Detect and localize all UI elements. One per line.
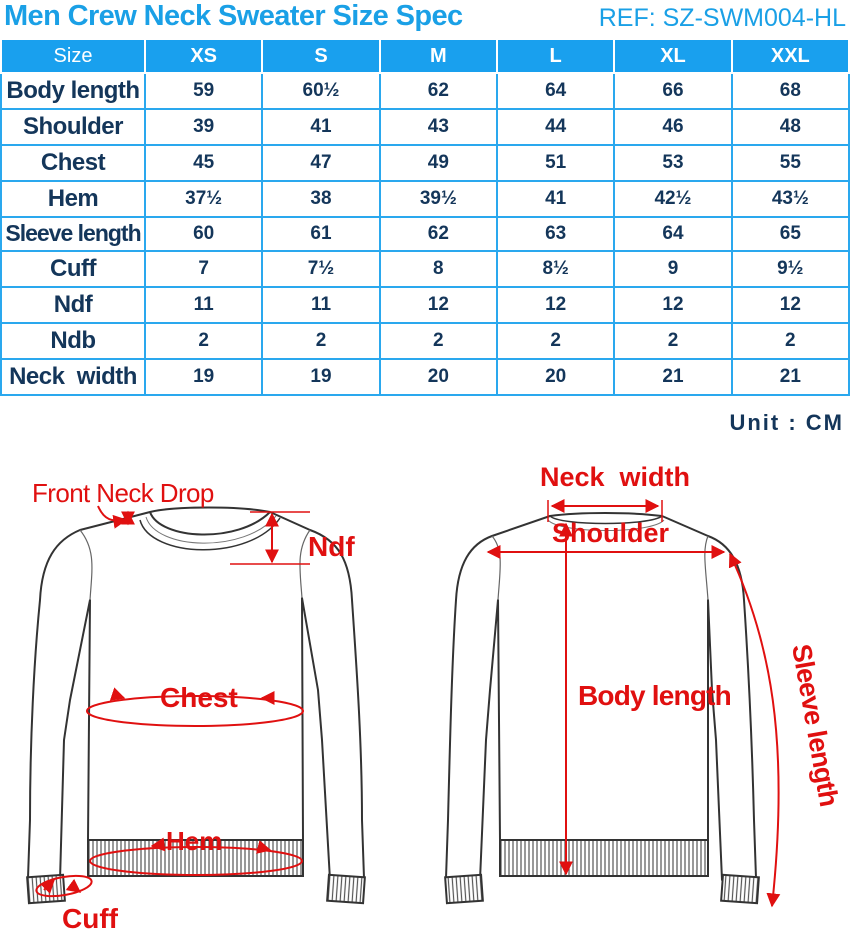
table-cell: 60½ (262, 73, 379, 109)
table-header-row (1, 39, 849, 73)
front-right-cuff (327, 875, 365, 903)
table-cell: 60 (145, 217, 262, 252)
label-chest: Chest (160, 682, 238, 713)
table-cell: 21 (614, 359, 731, 395)
table-cell: 43 (380, 109, 497, 145)
table-cell: 8 (380, 251, 497, 287)
table-cell: 8½ (497, 251, 614, 287)
table-row (1, 323, 849, 359)
table-cell: 2 (380, 323, 497, 359)
table-cell: 12 (380, 287, 497, 323)
table-cell: 53 (614, 145, 731, 181)
table-cell: 43½ (732, 181, 849, 217)
table-cell: 39½ (380, 181, 497, 217)
table-cell: 12 (732, 287, 849, 323)
row-label: Ndf (1, 287, 145, 323)
row-label: Sleeve length (1, 217, 145, 252)
table-cell: 41 (262, 109, 379, 145)
table-cell: 38 (262, 181, 379, 217)
label-neck-width: Neck width (540, 462, 691, 492)
unit-label: Unit : CM (729, 410, 844, 435)
table-row (1, 181, 849, 217)
table-cell: 9½ (732, 251, 849, 287)
table-row (1, 287, 849, 323)
row-label: Shoulder (1, 109, 145, 145)
table-cell: 63 (497, 217, 614, 252)
label-sleeve-length: Sleeve length (786, 641, 845, 809)
row-label: Chest (1, 145, 145, 181)
table-cell: 51 (497, 145, 614, 181)
table-cell: 45 (145, 145, 262, 181)
table-cell: 48 (732, 109, 849, 145)
table-cell: 7½ (262, 251, 379, 287)
column-header: S (262, 39, 379, 73)
table-cell: 66 (614, 73, 731, 109)
table-cell: 47 (262, 145, 379, 181)
table-cell: 2 (145, 323, 262, 359)
table-row (1, 251, 849, 287)
label-hem: Hem (166, 826, 223, 856)
table-cell: 20 (497, 359, 614, 395)
table-cell: 59 (145, 73, 262, 109)
table-cell: 55 (732, 145, 849, 181)
table-cell: 65 (732, 217, 849, 252)
row-label: Neck width (1, 359, 145, 395)
table-cell: 19 (145, 359, 262, 395)
label-cuff: Cuff (62, 903, 118, 932)
table-row (1, 145, 849, 181)
table-cell: 62 (380, 217, 497, 252)
table-row (1, 73, 849, 109)
table-cell: 11 (262, 287, 379, 323)
table-cell: 7 (145, 251, 262, 287)
column-header: L (497, 39, 614, 73)
row-label: Hem (1, 181, 145, 217)
table-cell: 9 (614, 251, 731, 287)
label-ndf: Ndf (308, 531, 355, 562)
table-cell: 44 (497, 109, 614, 145)
label-body-length: Body length (578, 680, 731, 711)
table-cell: 11 (145, 287, 262, 323)
column-header: XL (614, 39, 731, 73)
table-cell: 41 (497, 181, 614, 217)
table-cell: 62 (380, 73, 497, 109)
reference-code: REF: SZ-SWM004-HL (598, 4, 846, 32)
row-label: Ndb (1, 323, 145, 359)
measurement-diagram (0, 440, 850, 932)
column-header: XS (145, 39, 262, 73)
table-cell: 12 (497, 287, 614, 323)
table-cell: 39 (145, 109, 262, 145)
table-row (1, 217, 849, 252)
table-cell: 46 (614, 109, 731, 145)
column-header: Size (1, 39, 145, 73)
table-cell: 2 (732, 323, 849, 359)
column-header: XXL (732, 39, 849, 73)
row-label: Cuff (1, 251, 145, 287)
label-shoulder: Shoulder (552, 518, 670, 548)
table-row (1, 359, 849, 395)
table-row (1, 109, 849, 145)
table-cell: 21 (732, 359, 849, 395)
table-cell: 64 (497, 73, 614, 109)
table-cell: 12 (614, 287, 731, 323)
table-cell: 64 (614, 217, 731, 252)
column-header: M (380, 39, 497, 73)
table-cell: 42½ (614, 181, 731, 217)
table-cell: 2 (497, 323, 614, 359)
table-cell: 20 (380, 359, 497, 395)
row-label: Body length (1, 73, 145, 109)
page-title: Men Crew Neck Sweater Size Spec (4, 0, 463, 32)
back-hem-rib (500, 840, 708, 876)
table-cell: 19 (262, 359, 379, 395)
back-left-cuff (445, 875, 483, 903)
table-cell: 2 (262, 323, 379, 359)
table-cell: 2 (614, 323, 731, 359)
table-cell: 37½ (145, 181, 262, 217)
label-front-neck-drop: Front Neck Drop (32, 478, 214, 508)
table-cell: 68 (732, 73, 849, 109)
size-spec-table (0, 38, 850, 396)
table-cell: 49 (380, 145, 497, 181)
back-right-cuff (721, 875, 759, 903)
table-cell: 61 (262, 217, 379, 252)
